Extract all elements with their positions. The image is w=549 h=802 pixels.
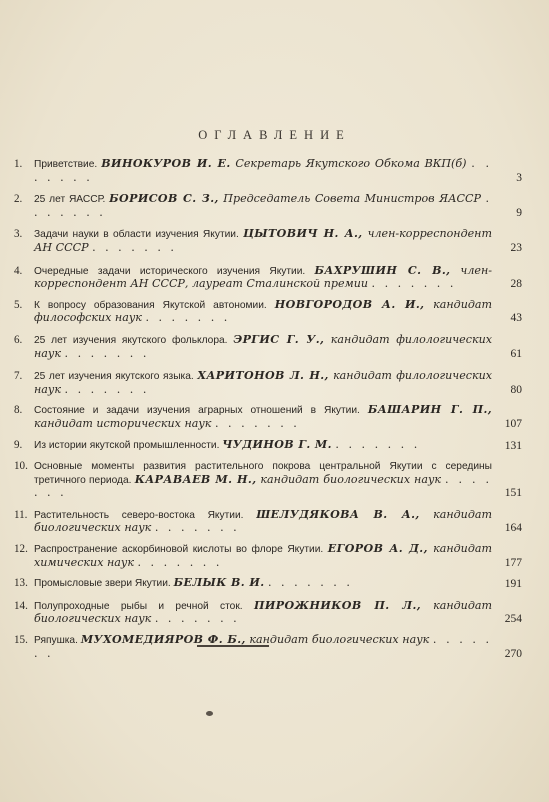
entry-author-role: кандидат химических наук — [34, 542, 492, 569]
entry-page-number: 151 — [504, 487, 522, 500]
toc-entry[interactable] — [14, 404, 522, 430]
entry-title: 25 лет изучения якутского фольклора. — [34, 334, 234, 346]
entry-number: 4. — [14, 264, 23, 277]
page-title: ОГЛАВЛЕНИЕ — [198, 128, 351, 142]
dot-leader: . . . . . . . — [154, 521, 240, 535]
entry-title: Основные моменты развития растительного покрова центральной Якутии с середины третичного периода. — [34, 461, 492, 486]
entry-title: Растительность северо-востока Якутии. — [34, 509, 257, 521]
entry-author-role: кандидат биологических наук — [34, 598, 492, 626]
entry-author-role: кандидат философских наук — [34, 297, 493, 325]
dot-leader: . . . . . . . — [214, 416, 300, 430]
toc-entry[interactable] — [14, 460, 522, 500]
entry-page-number: 28 — [510, 278, 522, 291]
entry-page-number: 164 — [504, 522, 522, 535]
entry-author: ВИНОКУРОВ И. Е. — [101, 157, 231, 170]
entry-page-number: 191 — [504, 578, 522, 591]
entry-text — [34, 577, 522, 591]
entry-title: Приветствие. — [34, 159, 102, 170]
entry-title: Очередные задачи исторического изучения Якутии. — [34, 265, 315, 277]
entry-page-number: 254 — [504, 613, 522, 626]
entry-text — [34, 439, 522, 453]
toc-entry[interactable] — [14, 509, 522, 535]
entry-title: Из истории якутской промышленности. — [34, 439, 223, 451]
entry-author-role: Председатель Совета Министров ЯАССР — [223, 192, 481, 206]
toc-entry[interactable] — [14, 158, 522, 184]
toc-entry[interactable] — [14, 600, 522, 626]
entry-author-role: Секретарь Якутского Обкома ВКП(б) — [235, 157, 467, 170]
toc-entry[interactable] — [14, 299, 522, 325]
entry-author: ЦЫТОВИЧ Н. А., — [243, 227, 363, 241]
entry-page-number: 107 — [504, 417, 522, 430]
entry-title: 25 лет изучения якутского языка. — [34, 371, 198, 383]
entry-number: 15. — [14, 634, 28, 647]
entry-author: НОВГОРОДОВ А. И., — [274, 297, 425, 311]
entry-text — [34, 228, 522, 254]
entry-number: 11. — [14, 508, 28, 521]
entry-text — [34, 370, 522, 396]
entry-author: КАРАВАЕВ М. Н., — [134, 472, 257, 486]
entry-text — [34, 600, 522, 626]
entry-title: Состояние и задачи изучения аграрных отношений в Якутии. — [34, 405, 368, 417]
entry-page-number: 43 — [510, 312, 522, 325]
entry-text — [34, 299, 522, 325]
entry-text — [34, 404, 522, 430]
entry-author-role: кандидат филологических наук — [34, 369, 493, 396]
entry-number: 7. — [14, 370, 23, 383]
entry-page-number: 23 — [510, 241, 522, 254]
dot-leader: . . . . . . . — [154, 612, 240, 626]
entry-title: Задачи науки в области изучения Якутии. — [34, 229, 244, 241]
entry-number: 8. — [14, 404, 23, 417]
entry-page-number: 270 — [504, 647, 522, 660]
dot-leader: . . . . . . . — [335, 437, 421, 451]
entry-page-number: 3 — [516, 171, 522, 184]
dot-leader: . . . . . . . — [34, 633, 493, 660]
entry-author: ШЕЛУДЯКОВА В. А., — [256, 507, 420, 521]
dot-leader: . . . . . . . — [268, 576, 353, 590]
entry-author: БЕЛЫК В. И. — [173, 576, 265, 590]
entry-title: К вопросу образования Якутской автономии. — [34, 299, 275, 311]
toc-entry[interactable] — [14, 193, 522, 219]
dot-leader: . . . . . . . — [64, 382, 150, 396]
ink-speck — [206, 711, 213, 716]
entry-text — [34, 460, 522, 500]
dot-leader: . . . . . . . — [34, 157, 492, 184]
dot-leader: . . . . . . . — [137, 555, 223, 569]
divider-rule — [197, 645, 269, 647]
dot-leader: . . . . . . . — [371, 277, 457, 291]
entry-author: ПИРОЖНИКОВ П. Л., — [253, 598, 422, 612]
entry-number: 2. — [14, 193, 23, 206]
entry-text — [34, 193, 522, 219]
entry-page-number: 9 — [516, 206, 522, 219]
entry-number: 1. — [14, 158, 23, 170]
entry-title: Распространение аскорбиновой кислоты во флоре Якутии. — [34, 544, 328, 556]
entry-author-role: кандидат биологических наук — [249, 633, 430, 647]
entry-author-role: кандидат биологических наук — [260, 472, 442, 486]
entry-number: 9. — [14, 438, 23, 451]
entry-author: БАШАРИН Г. П., — [367, 403, 493, 417]
entry-author-role: кандидат биологических наук — [34, 507, 492, 535]
entry-number: 5. — [14, 298, 23, 311]
entry-title: 25 лет ЯАССР. — [34, 194, 110, 206]
entry-text — [34, 543, 522, 569]
toc-entry[interactable] — [14, 634, 522, 660]
toc-entry[interactable] — [14, 334, 522, 360]
entry-number: 14. — [14, 599, 28, 612]
entry-number: 6. — [14, 333, 23, 346]
entry-page-number: 177 — [504, 556, 522, 569]
entry-number: 10. — [14, 460, 28, 473]
entry-author-role: член-корреспондент АН СССР — [34, 227, 493, 254]
toc-entry[interactable] — [14, 543, 522, 569]
entry-page-number: 131 — [504, 439, 522, 452]
entry-author-role: кандидат филологических наук — [34, 332, 492, 360]
dot-leader: . . . . . . . — [145, 311, 231, 325]
entry-page-number: 61 — [510, 347, 522, 360]
toc-entry[interactable] — [14, 265, 522, 291]
entry-title: Ряпушка. — [34, 635, 81, 647]
entry-author: БАХРУШИН С. В., — [314, 263, 451, 277]
entry-author: ХАРИТОНОВ Л. Н., — [197, 369, 329, 383]
entry-author-role: кандидат исторических наук — [34, 416, 212, 430]
dot-leader: . . . . . . . — [92, 240, 177, 254]
entry-author: ЕГОРОВ А. Д., — [327, 542, 428, 556]
entry-author: БОРИСОВ С. З., — [109, 192, 219, 206]
toc-entry[interactable] — [14, 370, 522, 396]
entry-number: 3. — [14, 228, 23, 241]
entry-author: ЭРГИС Г. У., — [233, 332, 325, 346]
entry-title: Полупроходные рыбы и речной сток. — [34, 600, 254, 612]
table-of-contents — [14, 158, 522, 660]
entry-author-role: член-корреспондент АН СССР, лауреат Сталинской премии — [34, 263, 493, 291]
entry-text — [34, 634, 522, 660]
entry-author: ЧУДИНОВ Г. М. — [222, 437, 332, 451]
toc-entry[interactable] — [14, 577, 522, 591]
entry-text — [34, 509, 522, 535]
dot-leader: . . . . . . . — [64, 346, 150, 360]
entry-text — [34, 265, 522, 291]
toc-entry[interactable] — [14, 228, 522, 254]
entry-title: Промысловые звери Якутии. — [34, 578, 174, 590]
entry-page-number: 80 — [510, 383, 522, 396]
entry-text — [34, 334, 522, 360]
dot-leader: . . . . . . . — [34, 192, 493, 219]
dot-leader: . . . . . . . — [34, 472, 493, 500]
entry-number: 13. — [14, 577, 28, 590]
entry-text — [34, 158, 522, 184]
toc-entry[interactable] — [14, 439, 522, 453]
entry-number: 12. — [14, 543, 28, 556]
entry-author: МУХОМЕДИЯРОВ Ф. Б., — [80, 633, 246, 647]
